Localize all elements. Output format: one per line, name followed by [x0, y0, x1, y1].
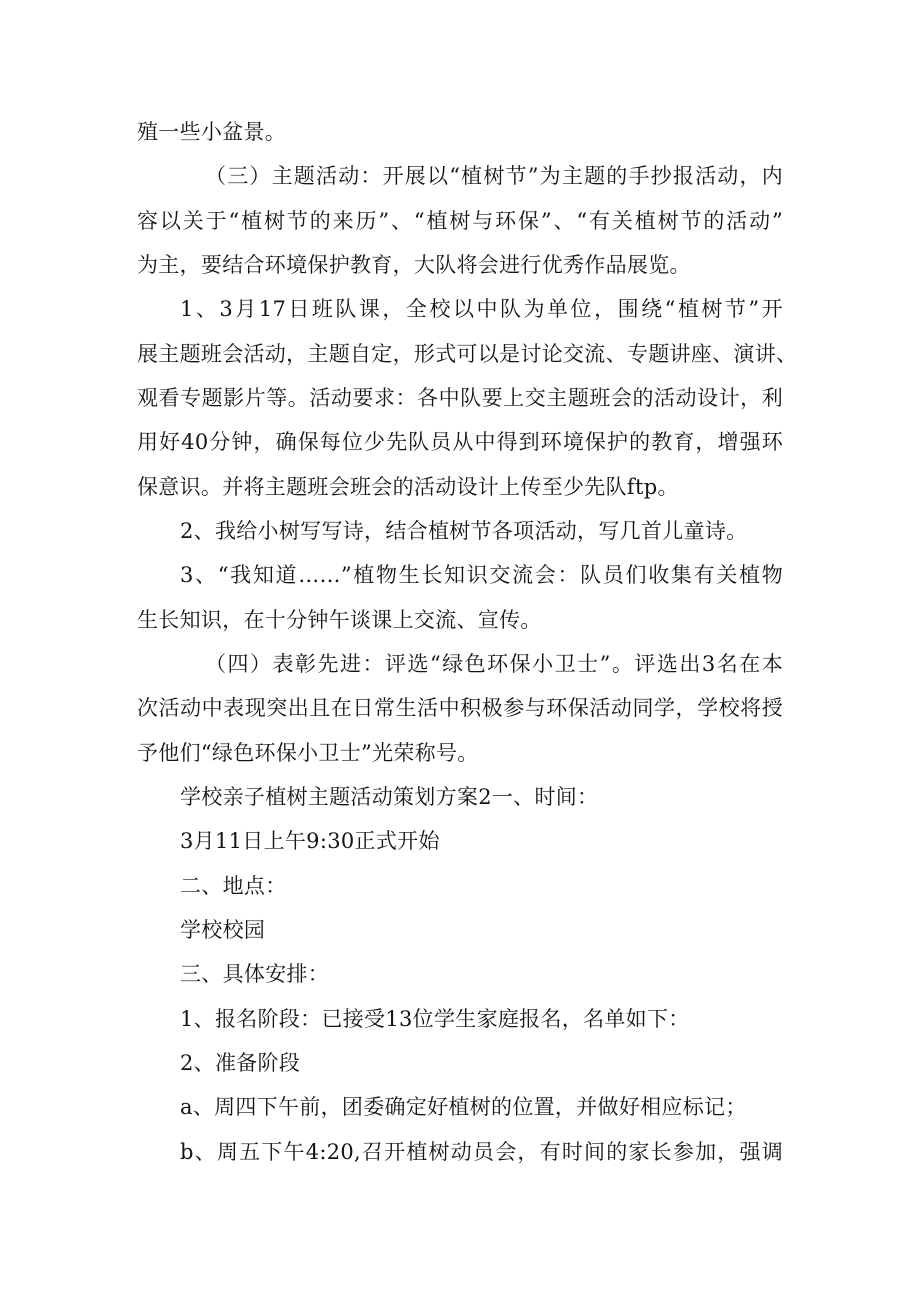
- text-line: 保意识。并将主题班会班会的活动设计上传至少先队ftp。: [137, 475, 679, 499]
- text-line: （四）表彰先进：评选“绿色环保小卫士”。评选出3名在本: [205, 652, 783, 676]
- text-line: 1、报名阶段：已接受13位学生家庭报名，名单如下：: [180, 1007, 690, 1031]
- text-line: 用好40分钟，确保每位少先队员从中得到环境保护的教育，增强环: [137, 430, 783, 454]
- text-line: 3、“我知道……”植物生长知识交流会：队员们收集有关植物: [180, 563, 783, 587]
- text-line: 二、地点：: [180, 874, 287, 898]
- text-line: 2、我给小树写写诗，结合植树节各项活动，写几首儿童诗。: [180, 519, 748, 543]
- text-line: 容以关于“植树节的来历”、“植树与环保”、“有关植树节的活动”: [137, 209, 783, 233]
- text-line: （三）主题活动：开展以“植树节”为主题的手抄报活动，内: [205, 164, 783, 188]
- text-line: a、周四下午前，团委确定好植树的位置，并做好相应标记；: [180, 1095, 747, 1119]
- text-line: 展主题班会活动，主题自定，形式可以是讨论交流、专题讲座、演讲、: [137, 342, 798, 366]
- text-line: 学校校园: [180, 918, 266, 942]
- text-line: 生长知识，在十分钟午谈课上交流、宣传。: [137, 608, 542, 632]
- text-line: 2、准备阶段: [180, 1051, 301, 1075]
- text-line: 学校亲子植树主题活动策划方案2一、时间：: [180, 785, 599, 809]
- text-line: 观看专题影片等。活动要求：各中队要上交主题班会的活动设计，利: [137, 386, 783, 410]
- text-line: 1、3月17日班队课，全校以中队为单位，围绕“植树节”开: [180, 297, 783, 321]
- text-line: 次活动中表现突出且在日常生活中积极参与环保活动同学，学校将授: [137, 696, 783, 720]
- text-line: b、周五下午4:20,召开植树动员会，有时间的家长参加，强调: [180, 1140, 783, 1164]
- text-line: 为主，要结合环境保护教育，大队将会进行优秀作品展览。: [137, 253, 691, 277]
- text-line: 三、具体安排：: [180, 962, 330, 986]
- text-line: 殖一些小盆景。: [137, 120, 287, 144]
- text-line: 3月11日上午9:30正式开始: [180, 829, 440, 853]
- text-line: 予他们“绿色环保小卫士”光荣称号。: [137, 741, 479, 765]
